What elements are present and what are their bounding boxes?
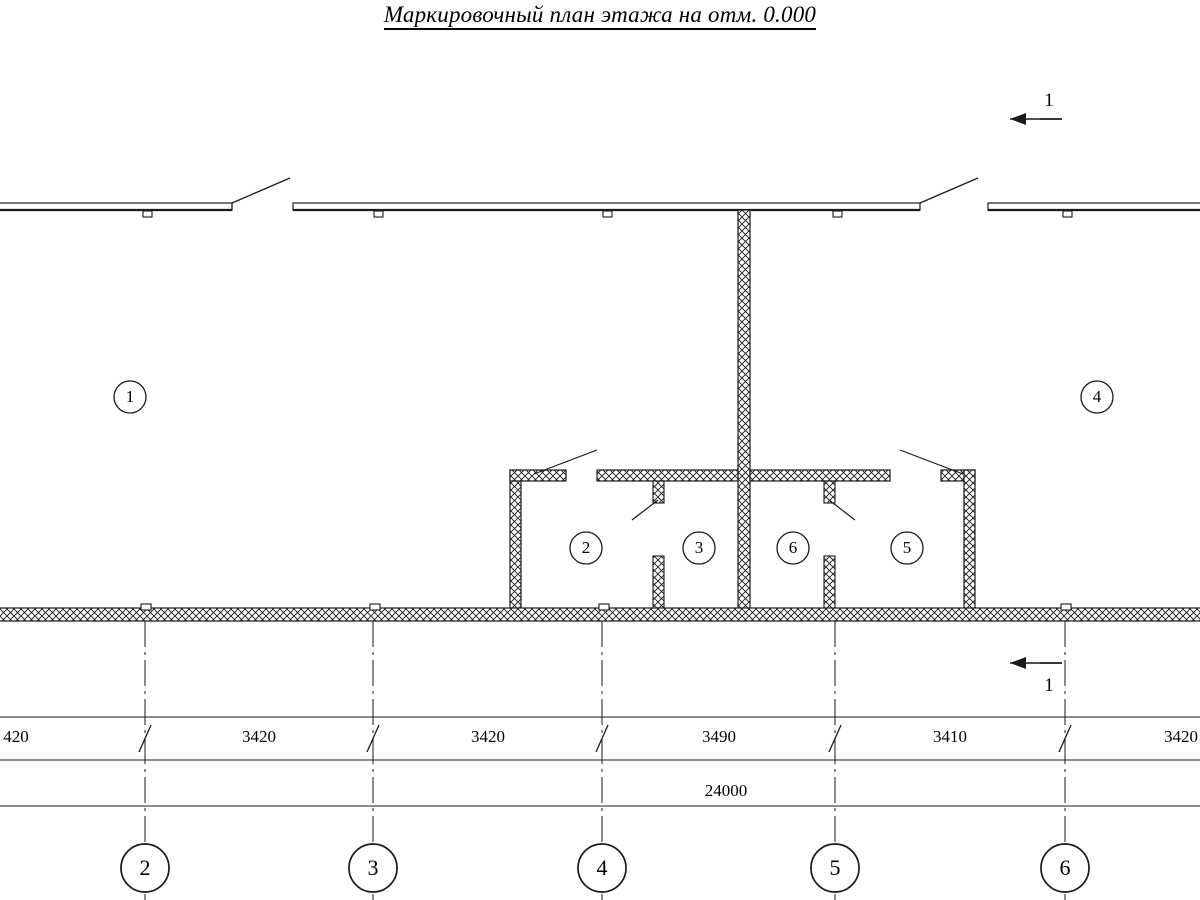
- dimension-label-4: 3410: [933, 727, 967, 746]
- section-mark-top: [1010, 113, 1062, 125]
- upper-wall-panels: [0, 178, 1200, 217]
- dimension-chain-line: [0, 717, 1200, 760]
- section-mark-label-bottom: 1: [1044, 675, 1054, 696]
- section-mark-label-top: 1: [1044, 90, 1054, 111]
- axis-bubble-4: 4: [596, 855, 608, 880]
- room-tag-4: 4: [1092, 387, 1102, 406]
- room-tag-6: 6: [788, 538, 798, 557]
- axis-bubble-5: 5: [829, 855, 841, 880]
- room-tag-5: 5: [902, 538, 912, 557]
- room-tag-3: 3: [694, 538, 704, 557]
- dimension-label-0: 420: [3, 727, 29, 746]
- axis-bubble-6: 6: [1059, 855, 1071, 880]
- dimension-label-2: 3420: [471, 727, 505, 746]
- dimension-label-5: 3420: [1164, 727, 1198, 746]
- room-tag-1: 1: [125, 387, 135, 406]
- bottom-exterior-wall: [0, 604, 1200, 621]
- section-mark-bottom: [1010, 657, 1062, 669]
- room-tag-2: 2: [581, 538, 591, 557]
- axis-bubble-3: 3: [367, 855, 379, 880]
- total-dimension-label: 24000: [704, 781, 748, 800]
- central-partition-wall: [738, 210, 750, 615]
- page-title: Маркировочный план этажа на отм. 0.000: [0, 2, 1200, 28]
- axis-bubble-2: 2: [139, 855, 151, 880]
- dimension-label-1: 3420: [242, 727, 276, 746]
- dimension-label-3: 3490: [702, 727, 736, 746]
